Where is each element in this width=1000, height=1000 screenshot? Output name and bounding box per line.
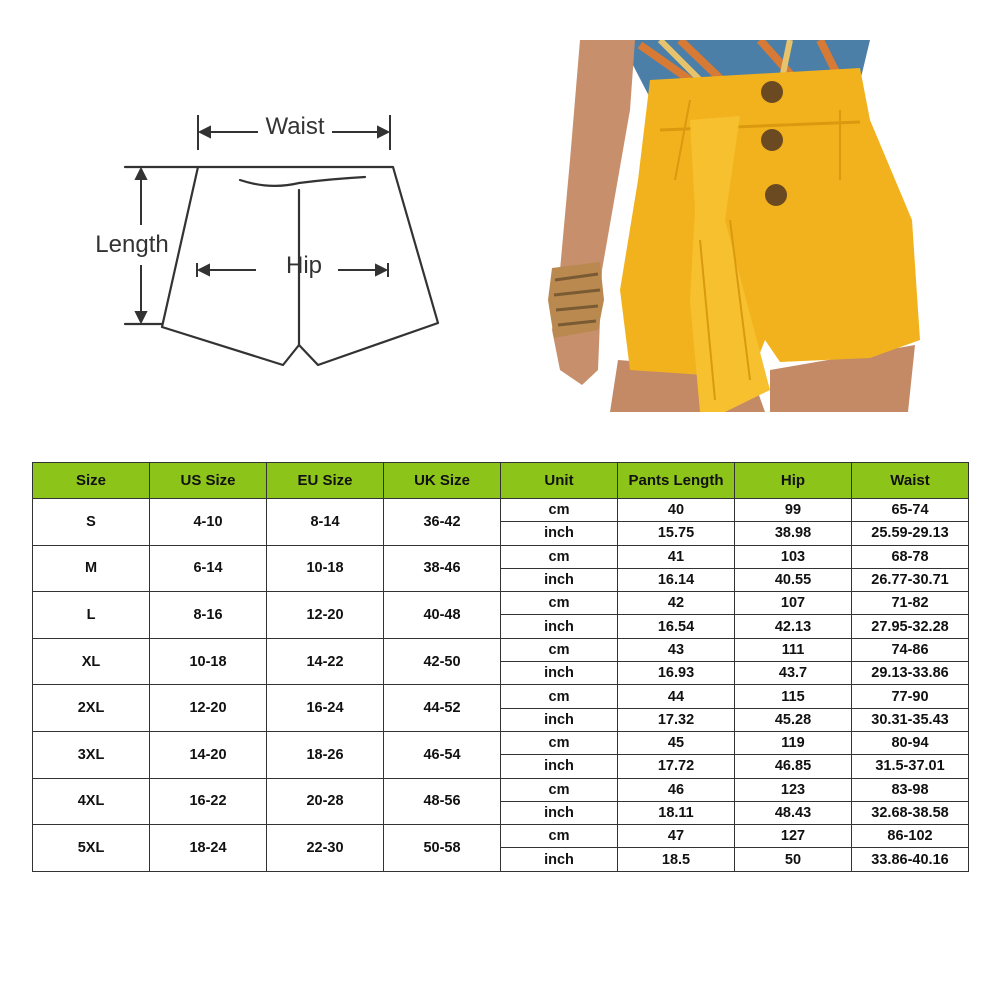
length-cell: 47	[618, 825, 735, 848]
size-cell: 2XL	[33, 685, 150, 732]
us-size-cell: 8-16	[150, 592, 267, 639]
hip-cell: 111	[735, 638, 852, 661]
hip-cell: 123	[735, 778, 852, 801]
length-cell: 15.75	[618, 522, 735, 545]
length-cell: 17.72	[618, 755, 735, 778]
uk-size-cell: 44-52	[384, 685, 501, 732]
button-middle	[761, 129, 783, 151]
hip-label: Hip	[285, 252, 323, 279]
waist-cell: 83-98	[852, 778, 969, 801]
waist-cell: 65-74	[852, 499, 969, 522]
unit-cell: inch	[501, 568, 618, 591]
eu-size-cell: 20-28	[267, 778, 384, 825]
table-row	[33, 592, 969, 615]
length-cell: 16.14	[618, 568, 735, 591]
table-row	[33, 778, 969, 801]
unit-cell: inch	[501, 708, 618, 731]
hip-cell: 107	[735, 592, 852, 615]
us-size-cell: 4-10	[150, 499, 267, 546]
waist-cell: 30.31-35.43	[852, 708, 969, 731]
table-row	[33, 825, 969, 848]
size-cell: 3XL	[33, 731, 150, 778]
button-top	[761, 81, 783, 103]
length-cell: 17.32	[618, 708, 735, 731]
waist-cell: 74-86	[852, 638, 969, 661]
waist-label: Waist	[265, 113, 325, 140]
uk-size-cell: 48-56	[384, 778, 501, 825]
size-cell: L	[33, 592, 150, 639]
eu-size-cell: 14-22	[267, 638, 384, 685]
us-size-cell: 10-18	[150, 638, 267, 685]
length-cell: 16.93	[618, 662, 735, 685]
hip-cell: 40.55	[735, 568, 852, 591]
waist-cell: 68-78	[852, 545, 969, 568]
hip-cell: 127	[735, 825, 852, 848]
size-chart-table	[32, 462, 969, 872]
us-size-cell: 6-14	[150, 545, 267, 592]
table-row	[33, 685, 969, 708]
eu-size-cell: 10-18	[267, 545, 384, 592]
us-size-cell: 12-20	[150, 685, 267, 732]
hip-cell: 48.43	[735, 801, 852, 824]
header-hip: Hip	[735, 463, 852, 499]
eu-size-cell: 22-30	[267, 825, 384, 872]
unit-cell: cm	[501, 731, 618, 754]
header-us-size: US Size	[150, 463, 267, 499]
waist-cell: 29.13-33.86	[852, 662, 969, 685]
uk-size-cell: 40-48	[384, 592, 501, 639]
hip-cell: 46.85	[735, 755, 852, 778]
unit-cell: cm	[501, 825, 618, 848]
button-bottom	[765, 184, 787, 206]
unit-cell: cm	[501, 778, 618, 801]
hip-cell: 38.98	[735, 522, 852, 545]
hip-cell: 45.28	[735, 708, 852, 731]
hip-cell: 43.7	[735, 662, 852, 685]
unit-cell: inch	[501, 615, 618, 638]
waist-cell: 31.5-37.01	[852, 755, 969, 778]
waist-cell: 80-94	[852, 731, 969, 754]
header-uk-size: UK Size	[384, 463, 501, 499]
unit-cell: cm	[501, 592, 618, 615]
size-cell: XL	[33, 638, 150, 685]
unit-cell: inch	[501, 848, 618, 871]
length-cell: 18.11	[618, 801, 735, 824]
waist-cell: 32.68-38.58	[852, 801, 969, 824]
waist-cell: 27.95-32.28	[852, 615, 969, 638]
length-cell: 45	[618, 731, 735, 754]
unit-cell: cm	[501, 545, 618, 568]
length-cell: 44	[618, 685, 735, 708]
hip-cell: 99	[735, 499, 852, 522]
product-photo	[540, 40, 980, 412]
header-pants-length: Pants Length	[618, 463, 735, 499]
eu-size-cell: 8-14	[267, 499, 384, 546]
eu-size-cell: 18-26	[267, 731, 384, 778]
header-waist: Waist	[852, 463, 969, 499]
hip-cell: 119	[735, 731, 852, 754]
size-cell: 4XL	[33, 778, 150, 825]
table-row	[33, 545, 969, 568]
length-cell: 18.5	[618, 848, 735, 871]
waist-cell: 33.86-40.16	[852, 848, 969, 871]
hip-cell: 103	[735, 545, 852, 568]
unit-cell: cm	[501, 638, 618, 661]
waist-cell: 71-82	[852, 592, 969, 615]
waist-cell: 86-102	[852, 825, 969, 848]
measurement-diagram	[70, 95, 470, 395]
unit-cell: inch	[501, 522, 618, 545]
header-eu-size: EU Size	[267, 463, 384, 499]
unit-cell: inch	[501, 801, 618, 824]
table-row	[33, 731, 969, 754]
length-cell: 46	[618, 778, 735, 801]
us-size-cell: 18-24	[150, 825, 267, 872]
header-size: Size	[33, 463, 150, 499]
waist-cell: 25.59-29.13	[852, 522, 969, 545]
length-label: Length	[95, 231, 169, 258]
uk-size-cell: 36-42	[384, 499, 501, 546]
us-size-cell: 14-20	[150, 731, 267, 778]
header-unit: Unit	[501, 463, 618, 499]
unit-cell: cm	[501, 685, 618, 708]
unit-cell: cm	[501, 499, 618, 522]
hip-cell: 50	[735, 848, 852, 871]
header-row	[33, 463, 969, 499]
length-cell: 40	[618, 499, 735, 522]
waistband-curve	[240, 177, 365, 186]
uk-size-cell: 38-46	[384, 545, 501, 592]
size-cell: 5XL	[33, 825, 150, 872]
length-cell: 16.54	[618, 615, 735, 638]
uk-size-cell: 50-58	[384, 825, 501, 872]
length-cell: 43	[618, 638, 735, 661]
length-cell: 41	[618, 545, 735, 568]
waist-cell: 26.77-30.71	[852, 568, 969, 591]
unit-cell: inch	[501, 755, 618, 778]
hip-cell: 115	[735, 685, 852, 708]
size-cell: M	[33, 545, 150, 592]
table-row	[33, 499, 969, 522]
us-size-cell: 16-22	[150, 778, 267, 825]
unit-cell: inch	[501, 662, 618, 685]
uk-size-cell: 42-50	[384, 638, 501, 685]
hip-cell: 42.13	[735, 615, 852, 638]
eu-size-cell: 16-24	[267, 685, 384, 732]
length-cell: 42	[618, 592, 735, 615]
waist-cell: 77-90	[852, 685, 969, 708]
uk-size-cell: 46-54	[384, 731, 501, 778]
size-cell: S	[33, 499, 150, 546]
table-row	[33, 638, 969, 661]
eu-size-cell: 12-20	[267, 592, 384, 639]
